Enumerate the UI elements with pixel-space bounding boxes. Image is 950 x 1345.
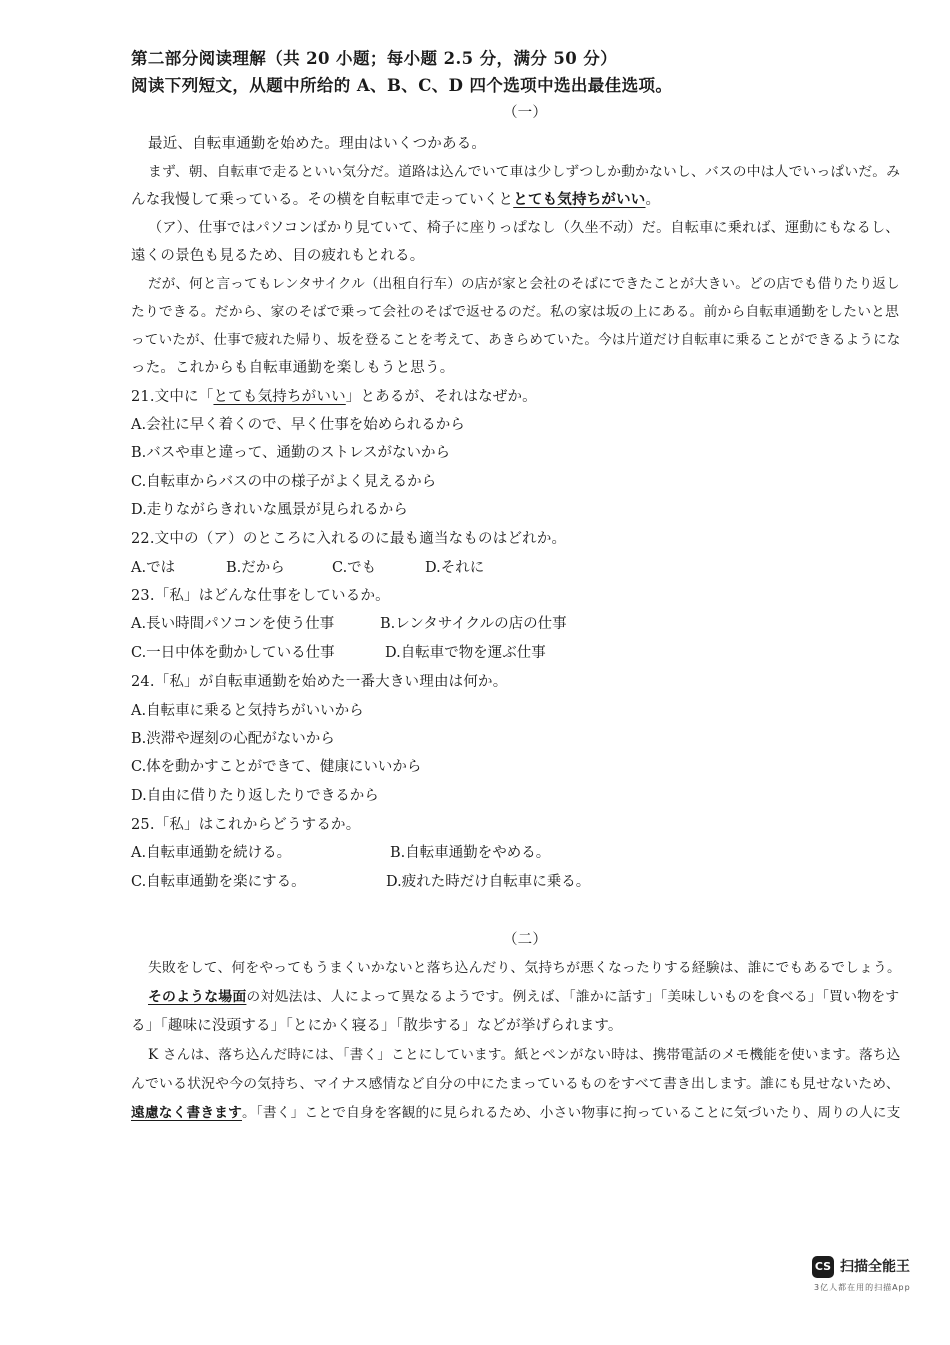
question-stem: 21.文中に「 bbox=[131, 389, 214, 405]
option: A.自転車に乗ると気持ちがいいから bbox=[131, 703, 364, 719]
question-23: 23.「私」はどんな仕事をしているか。 bbox=[131, 588, 390, 604]
option: D.自由に借りたり返したりできるから bbox=[131, 788, 379, 804]
passage1-line: っていたが、仕事で疲れた帰り、坂を登ることを考えて、あきらめていた。今は片道だけ自転車に乗ることができるようにな bbox=[131, 332, 901, 348]
underlined-phrase: とても気持ちがいい bbox=[513, 191, 646, 208]
option: C.自転車からバスの中の様子がよく見えるから bbox=[131, 474, 437, 490]
option: B.渋滞や遅刻の心配がないから bbox=[131, 731, 335, 747]
option: D.走りながらきれいな風景が見られるから bbox=[131, 502, 408, 518]
option: C.体を動かすことができて、健康にいいから bbox=[131, 759, 422, 775]
question-22: 22.文中の（ア）のところに入れるのに最も適当なものはどれか。 bbox=[131, 531, 567, 547]
option: D.自転車で物を運ぶ仕事 bbox=[385, 645, 546, 661]
passage2-text: 。「書く」ことで自身を客観的に見られるため、小さい物事に拘っていることに気づいたり、周りの人に支 bbox=[241, 1105, 901, 1121]
option: C.でも bbox=[332, 560, 377, 576]
passage2-line: 失敗をして、何をやってもうまくいかないと落ち込んだり、気持ちが悪くなったりする経験は、誰にでもあるでしょう。 bbox=[148, 960, 901, 976]
option: B.だから bbox=[226, 560, 285, 576]
passage2-line: んでいる状況や今の気持ち、マイナス感情など自分の中にたまっているものをすべて書き出します。誰にも見せないため、 bbox=[131, 1076, 900, 1092]
passage2-line bbox=[148, 987, 899, 1007]
passage2-label: （二） bbox=[502, 932, 548, 948]
camscanner-logo-icon: CS bbox=[812, 1256, 834, 1278]
passage1-text: んな我慢して乗っている。その横を自転車で走っていくと bbox=[131, 192, 514, 208]
question-21 bbox=[131, 387, 537, 407]
section-title: 第二部分阅读理解（共 20 小题；每小题 2.5 分，满分 50 分） bbox=[131, 49, 618, 68]
underlined-phrase: とても気持ちがいい bbox=[213, 389, 346, 405]
option: A.では bbox=[131, 560, 176, 576]
option: D.疲れた時だけ自転車に乗る。 bbox=[386, 874, 591, 890]
option: B.自転車通勤をやめる。 bbox=[390, 845, 551, 861]
option: A.会社に早く着くので、早く仕事を始められるから bbox=[131, 417, 465, 433]
watermark-name: 扫描全能王 bbox=[840, 1259, 910, 1275]
passage1-line: だが、何と言ってもレンタサイクル（出租自行车）の店が家と会社のそばにできたことが大きい。どの店でも借りたり返し bbox=[148, 276, 900, 292]
question-25: 25.「私」はこれからどうするか。 bbox=[131, 817, 361, 833]
passage2-line bbox=[131, 1103, 900, 1123]
passage2-line: る」「趣味に没頭する」「とにかく寝る」「散歩する」などが挙げられます。 bbox=[131, 1018, 623, 1034]
option: B.レンタサイクルの店の仕事 bbox=[380, 616, 567, 632]
option: A.長い時間パソコンを使う仕事 bbox=[131, 616, 335, 632]
option: C.自転車通勤を楽にする。 bbox=[131, 874, 306, 890]
passage1-line: った。これからも自転車通勤を楽しもうと思う。 bbox=[131, 360, 455, 376]
passage1-line: （ア）、仕事ではパソコンばかり見ていて、椅子に座りっぱなし（久坐不动）だ。自転車に乗れば、運動にもなるし、 bbox=[148, 220, 900, 236]
question-stem: 」とあるが、それはなぜか。 bbox=[345, 389, 537, 405]
underlined-phrase: そのような場面 bbox=[148, 989, 247, 1005]
scanner-watermark bbox=[812, 1254, 932, 1296]
option: D.それに bbox=[425, 560, 485, 576]
passage1-line: 最近、自転車通勤を始めた。理由はいくつかある。 bbox=[148, 136, 487, 152]
passage1-line: たりできる。だから、家のそばで乗って会社のそばで返せるのだ。私の家は坂の上にある。前から自転車通勤をしたいと思 bbox=[131, 304, 900, 320]
passage1-line: まず、朝、自転車で走るといい気分だ。道路は込んでいて車は少しずつしか動かないし、バスの中は人でいっぱいだ。み bbox=[148, 164, 901, 180]
watermark-subtitle: 3亿人都在用的扫描App bbox=[814, 1283, 911, 1292]
passage2-line: K さんは、落ち込んだ時には、「書く」ことにしています。紙とペンがない時は、携帯電話のメモ機能を使います。落ち込 bbox=[148, 1047, 901, 1063]
passage1-line bbox=[131, 190, 660, 210]
option: A.自転車通勤を続ける。 bbox=[131, 845, 292, 861]
passage1-label: （一） bbox=[502, 105, 548, 121]
passage2-text: の対処法は、人によって異なるようです。例えば、「誰かに話す」「美味しいものを食べる」「買い物をす bbox=[246, 989, 900, 1005]
question-24: 24.「私」が自転車通勤を始めた一番大きい理由は何か。 bbox=[131, 674, 508, 690]
option: C.一日中体を動かしている仕事 bbox=[131, 645, 335, 661]
passage1-text: 。 bbox=[645, 192, 661, 208]
passage1-line: 遠くの景色も見るため、目の疲れもとれる。 bbox=[131, 248, 425, 264]
section-instruction: 阅读下列短文，从题中所给的 A、B、C、D 四个选项中选出最佳选项。 bbox=[131, 76, 673, 95]
option: B.バスや車と違って、通勤のストレスがないから bbox=[131, 445, 451, 461]
underlined-phrase: 遠慮なく書きます bbox=[131, 1105, 242, 1121]
